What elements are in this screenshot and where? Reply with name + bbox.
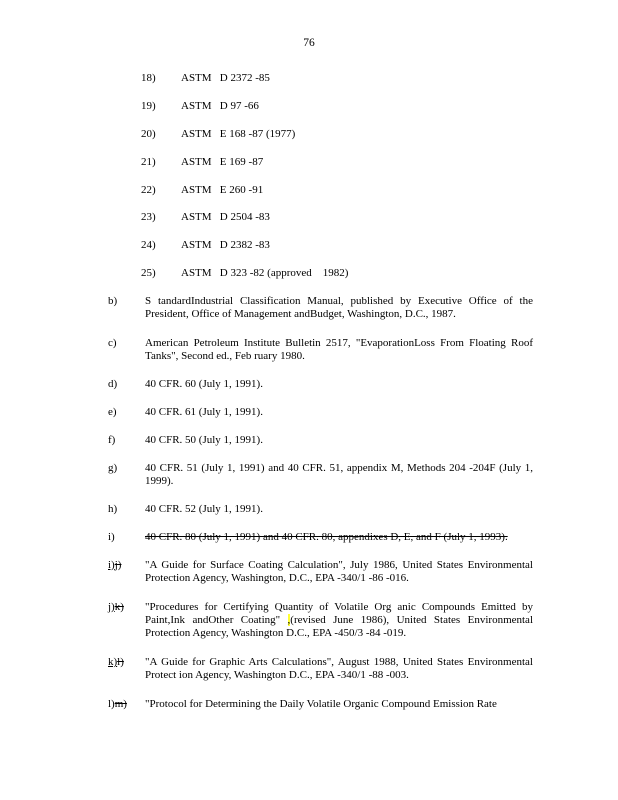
list-item-text: ASTM D 2372 -85 bbox=[181, 72, 270, 84]
entry-label: f) bbox=[108, 434, 116, 446]
reference-entry-g bbox=[108, 462, 533, 488]
label-deleted: l) bbox=[117, 656, 124, 668]
list-item-text: ASTM D 97 -66 bbox=[181, 100, 259, 112]
entry-label: d) bbox=[108, 378, 118, 390]
list-item-text: ASTM E 168 -87 (1977) bbox=[181, 128, 296, 140]
list-item bbox=[141, 156, 263, 168]
entry-text: 40 CFR. 52 (July 1, 1991). bbox=[145, 503, 263, 515]
entry-label: h) bbox=[108, 503, 118, 515]
reference-entry-e bbox=[108, 406, 533, 419]
entry-text: "Protocol for Determining the Daily Volatile Organic Compound Emission Rate bbox=[145, 698, 497, 710]
entry-text: 40 CFR. 60 (July 1, 1991). bbox=[145, 378, 263, 390]
list-item-number: 23) bbox=[141, 211, 156, 223]
list-item-text: ASTM E 260 -91 bbox=[181, 184, 264, 196]
entry-text bbox=[145, 601, 533, 640]
entry-label bbox=[108, 559, 144, 572]
label-inserted: j) bbox=[108, 601, 115, 613]
label-inserted: k) bbox=[108, 656, 118, 668]
entry-text: "A Guide for Surface Coating Calculation", July 1986, United States Environmental Protection Agency, Washington, D.C., EPA -340/1 -86 -016. bbox=[145, 559, 533, 584]
list-item-text: ASTM D 2504 -83 bbox=[181, 211, 270, 223]
entry-text: S tandardIndustrial Classification Manual, published by Executive Office of the President, Office of Management andBudget, Washington, D.C., 1987. bbox=[145, 295, 533, 320]
entry-label bbox=[108, 698, 144, 711]
list-item bbox=[141, 184, 263, 196]
list-item bbox=[141, 239, 270, 251]
reference-entry-d bbox=[108, 378, 533, 391]
list-item-deleted bbox=[141, 267, 348, 279]
page-number: 76 bbox=[303, 37, 315, 49]
reference-entry-c bbox=[108, 337, 533, 363]
reference-entry-j bbox=[108, 601, 533, 640]
label-deleted: k) bbox=[114, 601, 124, 613]
reference-entry-i bbox=[108, 559, 533, 585]
entry-label bbox=[108, 601, 144, 614]
entry-label: i) bbox=[108, 531, 115, 543]
entry-text: 40 CFR. 80 (July 1, 1991) and 40 CFR. 80, appendixes D, E, and F (July 1, 1993). bbox=[145, 531, 508, 543]
label-inserted: l) bbox=[108, 698, 115, 710]
entry-text: "A Guide for Graphic Arts Calculations", August 1988, United States Environmental Protect ion Agency, Washington D.C., EPA -340/1 -88 -003. bbox=[145, 656, 533, 681]
list-item-text: ASTM D 2382 -83 bbox=[181, 239, 270, 251]
reference-entry-f bbox=[108, 434, 533, 447]
reference-entry-k bbox=[108, 656, 533, 682]
reference-entry-h bbox=[108, 503, 533, 516]
list-item bbox=[141, 128, 295, 140]
label-inserted: i) bbox=[108, 559, 115, 571]
list-item bbox=[141, 72, 270, 84]
list-item-number: 24) bbox=[141, 239, 156, 251]
list-item-number: 25) bbox=[141, 267, 156, 279]
entry-text-part: (revised June 1986), United States Environmental Protection Agency, Washington D.C., EPA -450/3 -84 -019. bbox=[145, 614, 533, 639]
list-item bbox=[141, 211, 270, 223]
list-item-number: 20) bbox=[141, 128, 156, 140]
entry-label: b) bbox=[108, 295, 118, 307]
list-item-number: 22) bbox=[141, 184, 156, 196]
highlighted-mark: , bbox=[287, 614, 291, 626]
list-item bbox=[141, 100, 259, 112]
entry-label bbox=[108, 656, 144, 669]
reference-entry-b bbox=[108, 295, 533, 321]
list-item-text: ASTM E 169 -87 bbox=[181, 156, 264, 168]
entry-label: c) bbox=[108, 337, 117, 349]
label-deleted: m) bbox=[114, 698, 127, 710]
entry-text: 40 CFR. 50 (July 1, 1991). bbox=[145, 434, 263, 446]
reference-entry-l bbox=[108, 698, 533, 711]
entry-text: 40 CFR. 61 (July 1, 1991). bbox=[145, 406, 263, 418]
list-item-number: 19) bbox=[141, 100, 156, 112]
entry-label: g) bbox=[108, 462, 118, 474]
list-item-text: ASTM D 323 -82 (approved 1982) bbox=[181, 267, 349, 279]
label-deleted: j) bbox=[114, 559, 122, 571]
entry-label: e) bbox=[108, 406, 117, 418]
reference-entry-i-deleted bbox=[108, 531, 533, 544]
entry-text: 40 CFR. 51 (July 1, 1991) and 40 CFR. 51, appendix M, Methods 204 -204F (July 1, 1999). bbox=[145, 462, 533, 487]
entry-text: American Petroleum Institute Bulletin 2517, "EvaporationLoss From Floating Roof Tanks", Second ed., Feb ruary 1980. bbox=[145, 337, 533, 362]
list-item-number: 18) bbox=[141, 72, 156, 84]
list-item-number: 21) bbox=[141, 156, 156, 168]
entry-text-part: "Procedures for Certifying Quantity of Volatile Org anic Compounds Emitted by Paint,Ink andOther Coating" bbox=[145, 601, 533, 626]
